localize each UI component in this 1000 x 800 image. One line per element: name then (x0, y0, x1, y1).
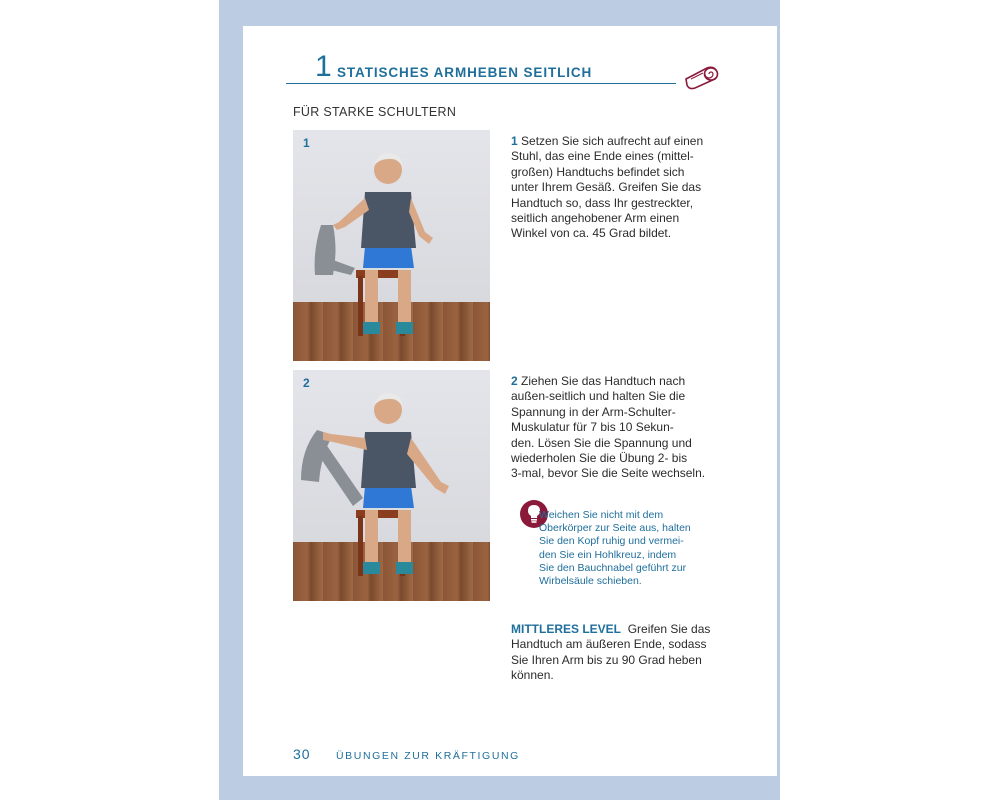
section-title: ÜBUNGEN ZUR KRÄFTIGUNG (336, 750, 520, 762)
step-line: Setzen Sie sich aufrecht auf einen (521, 134, 704, 148)
level-line: Greifen Sie das (627, 622, 711, 636)
step-line: den. Lösen Sie die Spannung und (511, 435, 692, 450)
tip-line: den Sie ein Hohlkreuz, indem (539, 548, 677, 561)
level-line: Sie Ihren Arm bis zu 90 Grad heben (511, 652, 702, 667)
step-line: Stuhl, das eine Ende eines (mittel- (511, 149, 694, 164)
step-line: Winkel von ca. 45 Grad bildet. (511, 226, 672, 241)
medium-level-text (511, 622, 711, 684)
towel-roll-icon (683, 62, 723, 92)
tip-line: Weichen Sie nicht mit dem (539, 509, 664, 521)
photo-label: 2 (303, 376, 310, 390)
tip-line: Wirbelsäule schieben. (539, 575, 642, 588)
photo-label: 1 (303, 136, 310, 150)
step-line: 3-mal, bevor Sie die Seite wechseln. (511, 466, 706, 481)
step-line: wiederholen Sie die Übung 2- bis (511, 451, 688, 466)
exercise-title: STATISCHES ARMHEBEN SEITLICH (337, 65, 593, 80)
step-line: Muskulatur für 7 bis 10 Sekun- (511, 420, 674, 435)
level-label: MITTLERES LEVEL (511, 622, 622, 636)
tip-text (539, 509, 717, 588)
tip-line: Sie den Bauchnabel geführt zur (539, 561, 687, 574)
exercise-photo-1 (293, 130, 490, 361)
step-2-text (511, 374, 711, 482)
step-line: Handtuch so, dass Ihr gestreckter, (511, 195, 694, 210)
level-line: können. (511, 668, 554, 683)
tip-line: Oberkörper zur Seite aus, halten (539, 522, 691, 535)
tip-line: Sie den Kopf ruhig und vermei- (539, 535, 684, 548)
step-number: 2 (511, 374, 518, 388)
step-1-text (511, 134, 711, 242)
step-line: unter Ihrem Gesäß. Greifen Sie das (511, 180, 702, 195)
step-line: Ziehen Sie das Handtuch nach (521, 374, 686, 388)
subtitle: FÜR STARKE SCHULTERN (293, 105, 457, 119)
step-line: außen-seitlich und halten Sie die (511, 389, 686, 404)
title-divider (286, 83, 676, 84)
step-line: Spannung in der Arm-Schulter- (511, 404, 676, 419)
step-number: 1 (511, 134, 518, 148)
page-number: 30 (293, 746, 311, 762)
level-line: Handtuch am äußeren Ende, sodass (511, 637, 707, 652)
step-line: großen) Handtuchs befindet sich (511, 164, 685, 179)
step-line: seitlich angehobener Arm einen (511, 211, 680, 226)
exercise-number: 1 (315, 50, 332, 83)
exercise-photo-2 (293, 370, 490, 601)
